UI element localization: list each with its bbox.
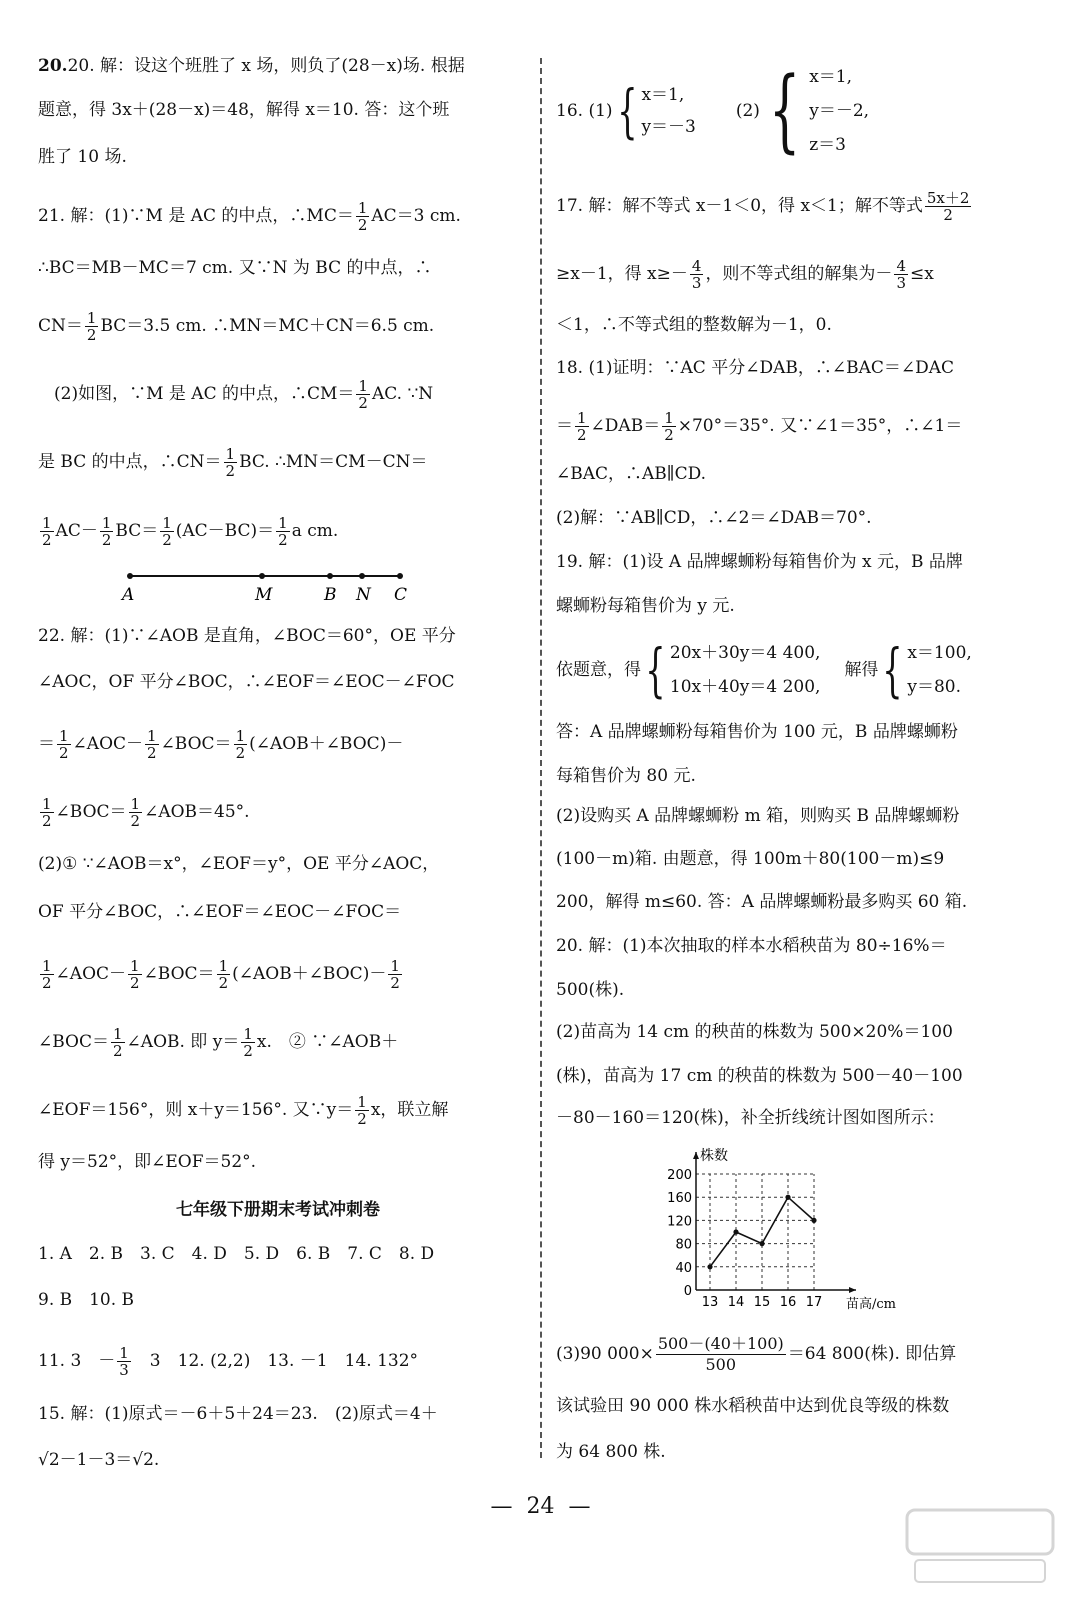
y-tick-label-4: 160 [667, 1191, 692, 1207]
data-point-2 [759, 1241, 764, 1246]
q19-line1: 19. 解：(1)设 A 品牌螺蛳粉每箱售价为 x 元，B 品牌 [556, 552, 963, 572]
y-tick-label-3: 120 [667, 1214, 692, 1230]
q22-line6: OF 平分∠BOC，∴∠EOF＝∠EOC－∠FOC＝ [38, 902, 402, 922]
q15-line1: 15. 解：(1)原式＝－6＋5＋24＝23. (2)原式＝4＋ [38, 1404, 438, 1424]
line-chart [650, 1146, 910, 1316]
q22-line7: $\frac{1}{2}$ ∠AOC－ $\frac{1}{2}$ ∠BOC＝ $\frac{1}{2}$ (∠AOB＋∠BOC)－ $\frac{1}{2}$ [42, 957, 400, 992]
answers-row1: 1. A 2. B 3. C 4. D 5. D 6. B 7. C 8. D [38, 1244, 435, 1264]
section-title: 七年级下册期末考试冲刺卷 [176, 1200, 380, 1220]
q15-line2: √2－1－3＝√2. [38, 1450, 160, 1470]
column-divider [540, 58, 542, 1458]
answers-row2: 9. B 10. B [38, 1290, 135, 1310]
q18-line1: 18. (1)证明：∵AC 平分∠DAB，∴∠BAC＝∠DAC [556, 358, 955, 378]
data-point-1 [733, 1229, 738, 1234]
x-tick-label-0: 13 [701, 1295, 719, 1310]
segment-diagram [110, 566, 420, 606]
q17-line1: 17. 解：解不等式 x－1＜0，得 x＜1；解不等式 $\frac{5x+2}{2}$ [556, 189, 970, 224]
answers-row3: 11. 3 － $\frac{1}{3}$ 3 12. (2,2) 13. －1 14. 132° [38, 1344, 419, 1379]
q21-line3: CN＝ $\frac{1}{2}$ BC＝3.5 cm. ∴MN＝MC＋CN＝6.5 cm. [38, 309, 435, 344]
label-b: B [324, 585, 337, 605]
q20-line1: 20.20. 解：设这个班胜了 x 场，则负了(28－x)场. 根据 [38, 56, 465, 76]
data-point-3 [785, 1195, 790, 1200]
x-tick-label-2: 15 [753, 1295, 771, 1310]
q18-line2: ＝ $\frac{1}{2}$ ∠DAB＝ $\frac{1}{2}$ ×70°＝35°. 又∵∠1＝35°，∴∠1＝ [556, 409, 963, 444]
q20r-line3: (2)苗高为 14 cm 的秧苗的株数为 500×20%＝100 [556, 1022, 953, 1042]
label-a: A [122, 585, 135, 605]
q21-line5: 是 BC 的中点，∴CN＝ $\frac{1}{2}$ BC. ∴MN＝CM－CN＝ [38, 445, 428, 480]
y-axis-label: 株数 [700, 1148, 728, 1164]
label-m: M [255, 585, 273, 605]
q19-line2: 螺蛳粉每箱售价为 y 元. [556, 596, 735, 616]
point-n [359, 573, 365, 579]
q19-line3: 依题意，得 { 20x＋30y＝4 400, 10x＋40y＝4 200, 解得 { x＝100, y＝80. [556, 636, 972, 704]
x-axis-label: 苗高/cm [846, 1297, 896, 1312]
q17-line3: ＜1，∴不等式组的整数解为－1，0. [556, 315, 832, 335]
y-axis-arrow [693, 1152, 699, 1159]
y-tick-label-5: 200 [667, 1168, 692, 1183]
label-n: N [356, 585, 371, 605]
q19-line6: (2)设购买 A 品牌螺蛳粉 m 箱，则购买 B 品牌螺蛳粉 [556, 806, 960, 826]
q16-system1: { x＝1, y＝－3 [616, 77, 696, 145]
q17-line2: ≥x－1，得 x≥－ $\frac{4}{3}$ ，则不等式组的解集为－ $\frac{4}{3}$ ≤x [556, 257, 934, 292]
q16-line: 16. (1) { x＝1, y＝－3 (2) { x＝1, y＝－2, z＝3 [556, 58, 870, 163]
q19-system-a: { 20x＋30y＝4 400, 10x＋40y＝4 200, [645, 636, 821, 704]
x-tick-label-3: 16 [779, 1295, 797, 1310]
watermark-logo [905, 1506, 1055, 1586]
q22-line4: $\frac{1}{2}$ ∠BOC＝ $\frac{1}{2}$ ∠AOB＝45°. [42, 795, 250, 830]
q20r-line7: 该试验田 90 000 株水稻秧苗中达到优良等级的株数 [556, 1396, 950, 1416]
x-tick-label-4: 17 [805, 1295, 823, 1310]
q19-line5: 每箱售价为 80 元. [556, 766, 696, 786]
q18-line4: (2)解：∵AB∥CD，∴∠2＝∠DAB＝70°. [556, 508, 872, 528]
q22-line1: 22. 解：(1)∵∠AOB 是直角，∠BOC＝60°，OE 平分 [38, 626, 456, 646]
q20r-line8: 为 64 800 株. [556, 1442, 666, 1462]
q22-line10: 得 y＝52°，即∠EOF＝52°. [38, 1152, 257, 1172]
point-c [397, 573, 403, 579]
data-point-4 [811, 1218, 816, 1223]
q19-system-b: { x＝100, y＝80. [882, 636, 972, 704]
q21-line6: $\frac{1}{2}$ AC－ $\frac{1}{2}$ BC＝ $\frac{1}{2}$ (AC－BC)＝ $\frac{1}{2}$ a cm. [42, 514, 339, 549]
label-c: C [394, 585, 408, 605]
point-a [127, 573, 133, 579]
q20r-line2: 500(株). [556, 980, 625, 1000]
page-number: — 24 — [490, 1494, 591, 1519]
data-point-0 [707, 1264, 712, 1269]
q20r-line4: (株)，苗高为 17 cm 的秧苗的株数为 500－40－100 [556, 1066, 963, 1086]
q22-line5: (2)① ∵∠AOB＝x°，∠EOF＝y°，OE 平分∠AOC， [38, 854, 440, 874]
q22-line3: ＝ $\frac{1}{2}$ ∠AOC－ $\frac{1}{2}$ ∠BOC＝ $\frac{1}{2}$ (∠AOB＋∠BOC)－ [38, 727, 404, 762]
point-m [259, 573, 265, 579]
q20r-line6: (3)90 000× $\frac{500-(40+100)}{500}$ ＝64 800(株). 即估算 [556, 1334, 957, 1374]
q22-line8: ∠BOC＝ $\frac{1}{2}$ ∠AOB. 即 y＝ $\frac{1}{2}$ x. ② ∵∠AOB＋ [38, 1025, 399, 1060]
q19-line4: 答：A 品牌螺蛳粉每箱售价为 100 元，B 品牌螺蛳粉 [556, 722, 958, 742]
q21-line2: ∴BC＝MB－MC＝7 cm. 又∵N 为 BC 的中点，∴ [38, 258, 432, 278]
q20r-line1: 20. 解：(1)本次抽取的样本水稻秧苗为 80÷16%＝ [556, 936, 947, 956]
y-tick-label-0: 0 [683, 1284, 692, 1299]
y-tick-label-2: 80 [675, 1237, 692, 1253]
q21-line4: (2)如图，∵M 是 AC 的中点，∴CM＝ $\frac{1}{2}$ AC. ∵N [54, 377, 434, 412]
series-line [710, 1197, 814, 1267]
y-tick-label-1: 40 [675, 1260, 692, 1276]
q19-line8: 200，解得 m≤60. 答：A 品牌螺蛳粉最多购买 60 箱. [556, 892, 968, 912]
q21-line1: 21. 解：(1)∵M 是 AC 的中点，∴MC＝ $\frac{1}{2}$ AC＝3 cm. [38, 199, 461, 234]
q18-line3: ∠BAC，∴AB∥CD. [556, 464, 707, 484]
x-axis-arrow [849, 1287, 856, 1293]
q22-line9: ∠EOF＝156°，则 x＋y＝156°. 又∵y＝ $\frac{1}{2}$ x，联立解 [38, 1093, 449, 1128]
q19-line7: (100－m)箱. 由题意，得 100m＋80(100－m)≤9 [556, 849, 945, 869]
q16-system2: { x＝1, y＝－2, z＝3 [768, 58, 870, 163]
q20r-line5: －80－160＝120(株)，补全折线统计图如图所示： [556, 1108, 945, 1128]
x-tick-label-1: 14 [727, 1295, 745, 1310]
q22-line2: ∠AOC，OF 平分∠BOC，∴∠EOF＝∠EOC－∠FOC [38, 672, 455, 692]
q20-line2: 题意，得 3x＋(28－x)＝48，解得 x＝10. 答：这个班 [38, 100, 450, 120]
point-b [327, 573, 333, 579]
q20-line3: 胜了 10 场. [38, 147, 127, 167]
